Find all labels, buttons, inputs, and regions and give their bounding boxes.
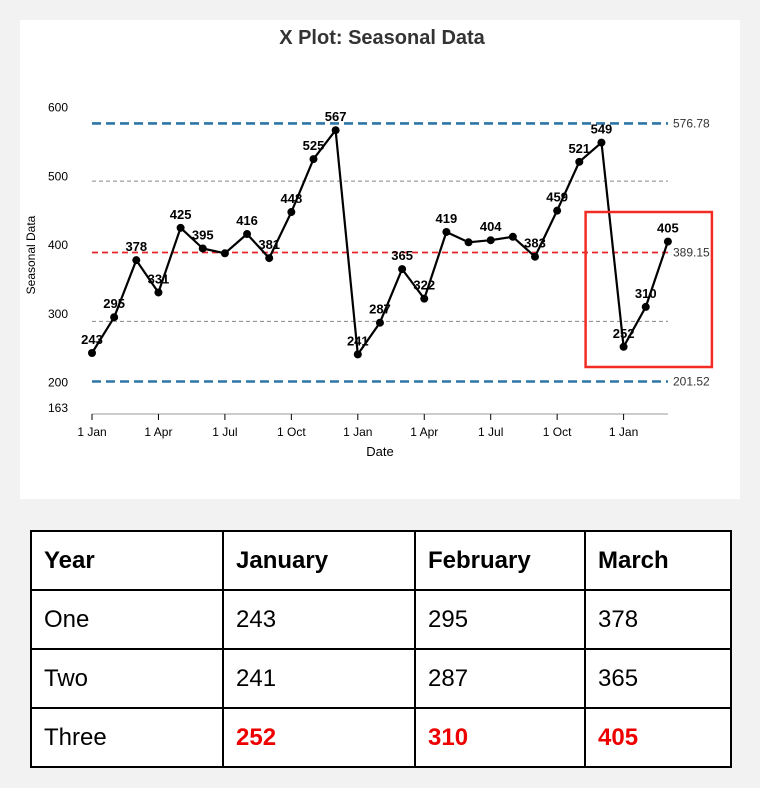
header-february: February bbox=[415, 531, 585, 590]
seasonal-data-table bbox=[30, 530, 732, 768]
chart-card bbox=[20, 20, 740, 499]
data-point bbox=[664, 238, 672, 246]
data-point bbox=[465, 238, 473, 246]
cell-march: 378 bbox=[585, 590, 731, 649]
data-label: 448 bbox=[280, 191, 303, 207]
reference-line-label: 576.78 bbox=[673, 116, 710, 131]
data-label: 378 bbox=[125, 239, 148, 255]
x-tick-label: 1 Jan bbox=[608, 425, 639, 439]
data-point bbox=[199, 244, 207, 252]
cell-year: Three bbox=[31, 708, 223, 767]
table-row-highlighted bbox=[31, 708, 731, 767]
cell-february: 295 bbox=[415, 590, 585, 649]
x-tick-label: 1 Oct bbox=[542, 425, 572, 439]
data-point bbox=[332, 126, 340, 134]
header-march: March bbox=[585, 531, 731, 590]
data-point bbox=[642, 303, 650, 311]
cell-march: 365 bbox=[585, 649, 731, 708]
data-label: 295 bbox=[103, 296, 126, 312]
y-tick-label: 200 bbox=[48, 375, 69, 390]
reference-line-label: 201.52 bbox=[673, 374, 710, 389]
reference-line-label: 389.15 bbox=[673, 245, 710, 260]
cell-february: 287 bbox=[415, 649, 585, 708]
data-label: 567 bbox=[324, 109, 347, 125]
data-point bbox=[509, 233, 517, 241]
data-point bbox=[575, 158, 583, 166]
cell-march: 405 bbox=[585, 708, 731, 767]
data-point bbox=[243, 230, 251, 238]
seasonal-line-chart bbox=[20, 20, 740, 499]
y-tick-label: 500 bbox=[48, 169, 69, 184]
x-tick-label: 1 Jul bbox=[212, 425, 238, 439]
data-label: 241 bbox=[346, 333, 369, 349]
table-row bbox=[31, 590, 731, 649]
data-point bbox=[442, 228, 450, 236]
data-label: 425 bbox=[169, 206, 192, 222]
x-tick-label: 1 Oct bbox=[277, 425, 306, 439]
y-tick-label: 163 bbox=[48, 401, 69, 415]
data-point bbox=[376, 319, 384, 327]
data-label: 322 bbox=[413, 277, 436, 293]
data-label: 331 bbox=[147, 271, 170, 287]
data-point bbox=[597, 139, 605, 147]
cell-january: 252 bbox=[223, 708, 415, 767]
cell-year: One bbox=[31, 590, 223, 649]
data-point bbox=[265, 254, 273, 262]
data-label: 383 bbox=[524, 235, 546, 251]
x-axis-label: Date bbox=[366, 444, 394, 459]
cell-january: 241 bbox=[223, 649, 415, 708]
data-point bbox=[154, 288, 162, 296]
cell-january: 243 bbox=[223, 590, 415, 649]
chart-title: X Plot: Seasonal Data bbox=[279, 27, 485, 49]
data-label: 459 bbox=[546, 189, 569, 205]
x-tick-label: 1 Apr bbox=[144, 425, 173, 439]
x-tick-label: 1 Apr bbox=[410, 425, 439, 439]
y-tick-label: 300 bbox=[48, 306, 69, 321]
data-point bbox=[487, 236, 495, 244]
x-tick-label: 1 Jan bbox=[343, 425, 373, 439]
y-tick-label: 400 bbox=[48, 238, 69, 253]
data-point bbox=[398, 265, 406, 273]
data-label: 405 bbox=[657, 220, 679, 236]
data-label: 252 bbox=[612, 325, 635, 341]
data-point bbox=[177, 224, 185, 232]
data-point bbox=[310, 155, 318, 163]
data-label: 521 bbox=[568, 140, 591, 156]
y-tick-label: 600 bbox=[48, 100, 69, 115]
data-label: 287 bbox=[369, 301, 391, 317]
data-point bbox=[620, 343, 628, 351]
data-point bbox=[132, 256, 140, 264]
data-label: 419 bbox=[435, 210, 458, 226]
y-axis-label: Seasonal Data bbox=[24, 215, 38, 295]
data-point bbox=[553, 207, 561, 215]
data-point bbox=[420, 295, 428, 303]
data-label: 243 bbox=[81, 331, 103, 347]
data-label: 310 bbox=[634, 285, 657, 301]
header-january: January bbox=[223, 531, 415, 590]
data-point bbox=[110, 313, 118, 321]
data-label: 404 bbox=[479, 219, 502, 235]
data-label: 381 bbox=[258, 237, 281, 253]
table-row bbox=[31, 649, 731, 708]
data-label: 525 bbox=[302, 138, 325, 154]
cell-february: 310 bbox=[415, 708, 585, 767]
data-point bbox=[531, 253, 539, 261]
x-tick-label: 1 Jan bbox=[77, 425, 107, 439]
data-label: 416 bbox=[236, 213, 258, 229]
data-point bbox=[221, 249, 229, 257]
cell-year: Two bbox=[31, 649, 223, 708]
data-label: 395 bbox=[191, 227, 214, 243]
data-label: 549 bbox=[590, 121, 613, 137]
data-label: 365 bbox=[391, 248, 413, 264]
data-point bbox=[88, 349, 96, 357]
table-header-row bbox=[31, 531, 731, 590]
data-point bbox=[354, 350, 362, 358]
data-point bbox=[287, 208, 295, 216]
header-year: Year bbox=[31, 531, 223, 590]
x-tick-label: 1 Jul bbox=[478, 425, 504, 439]
